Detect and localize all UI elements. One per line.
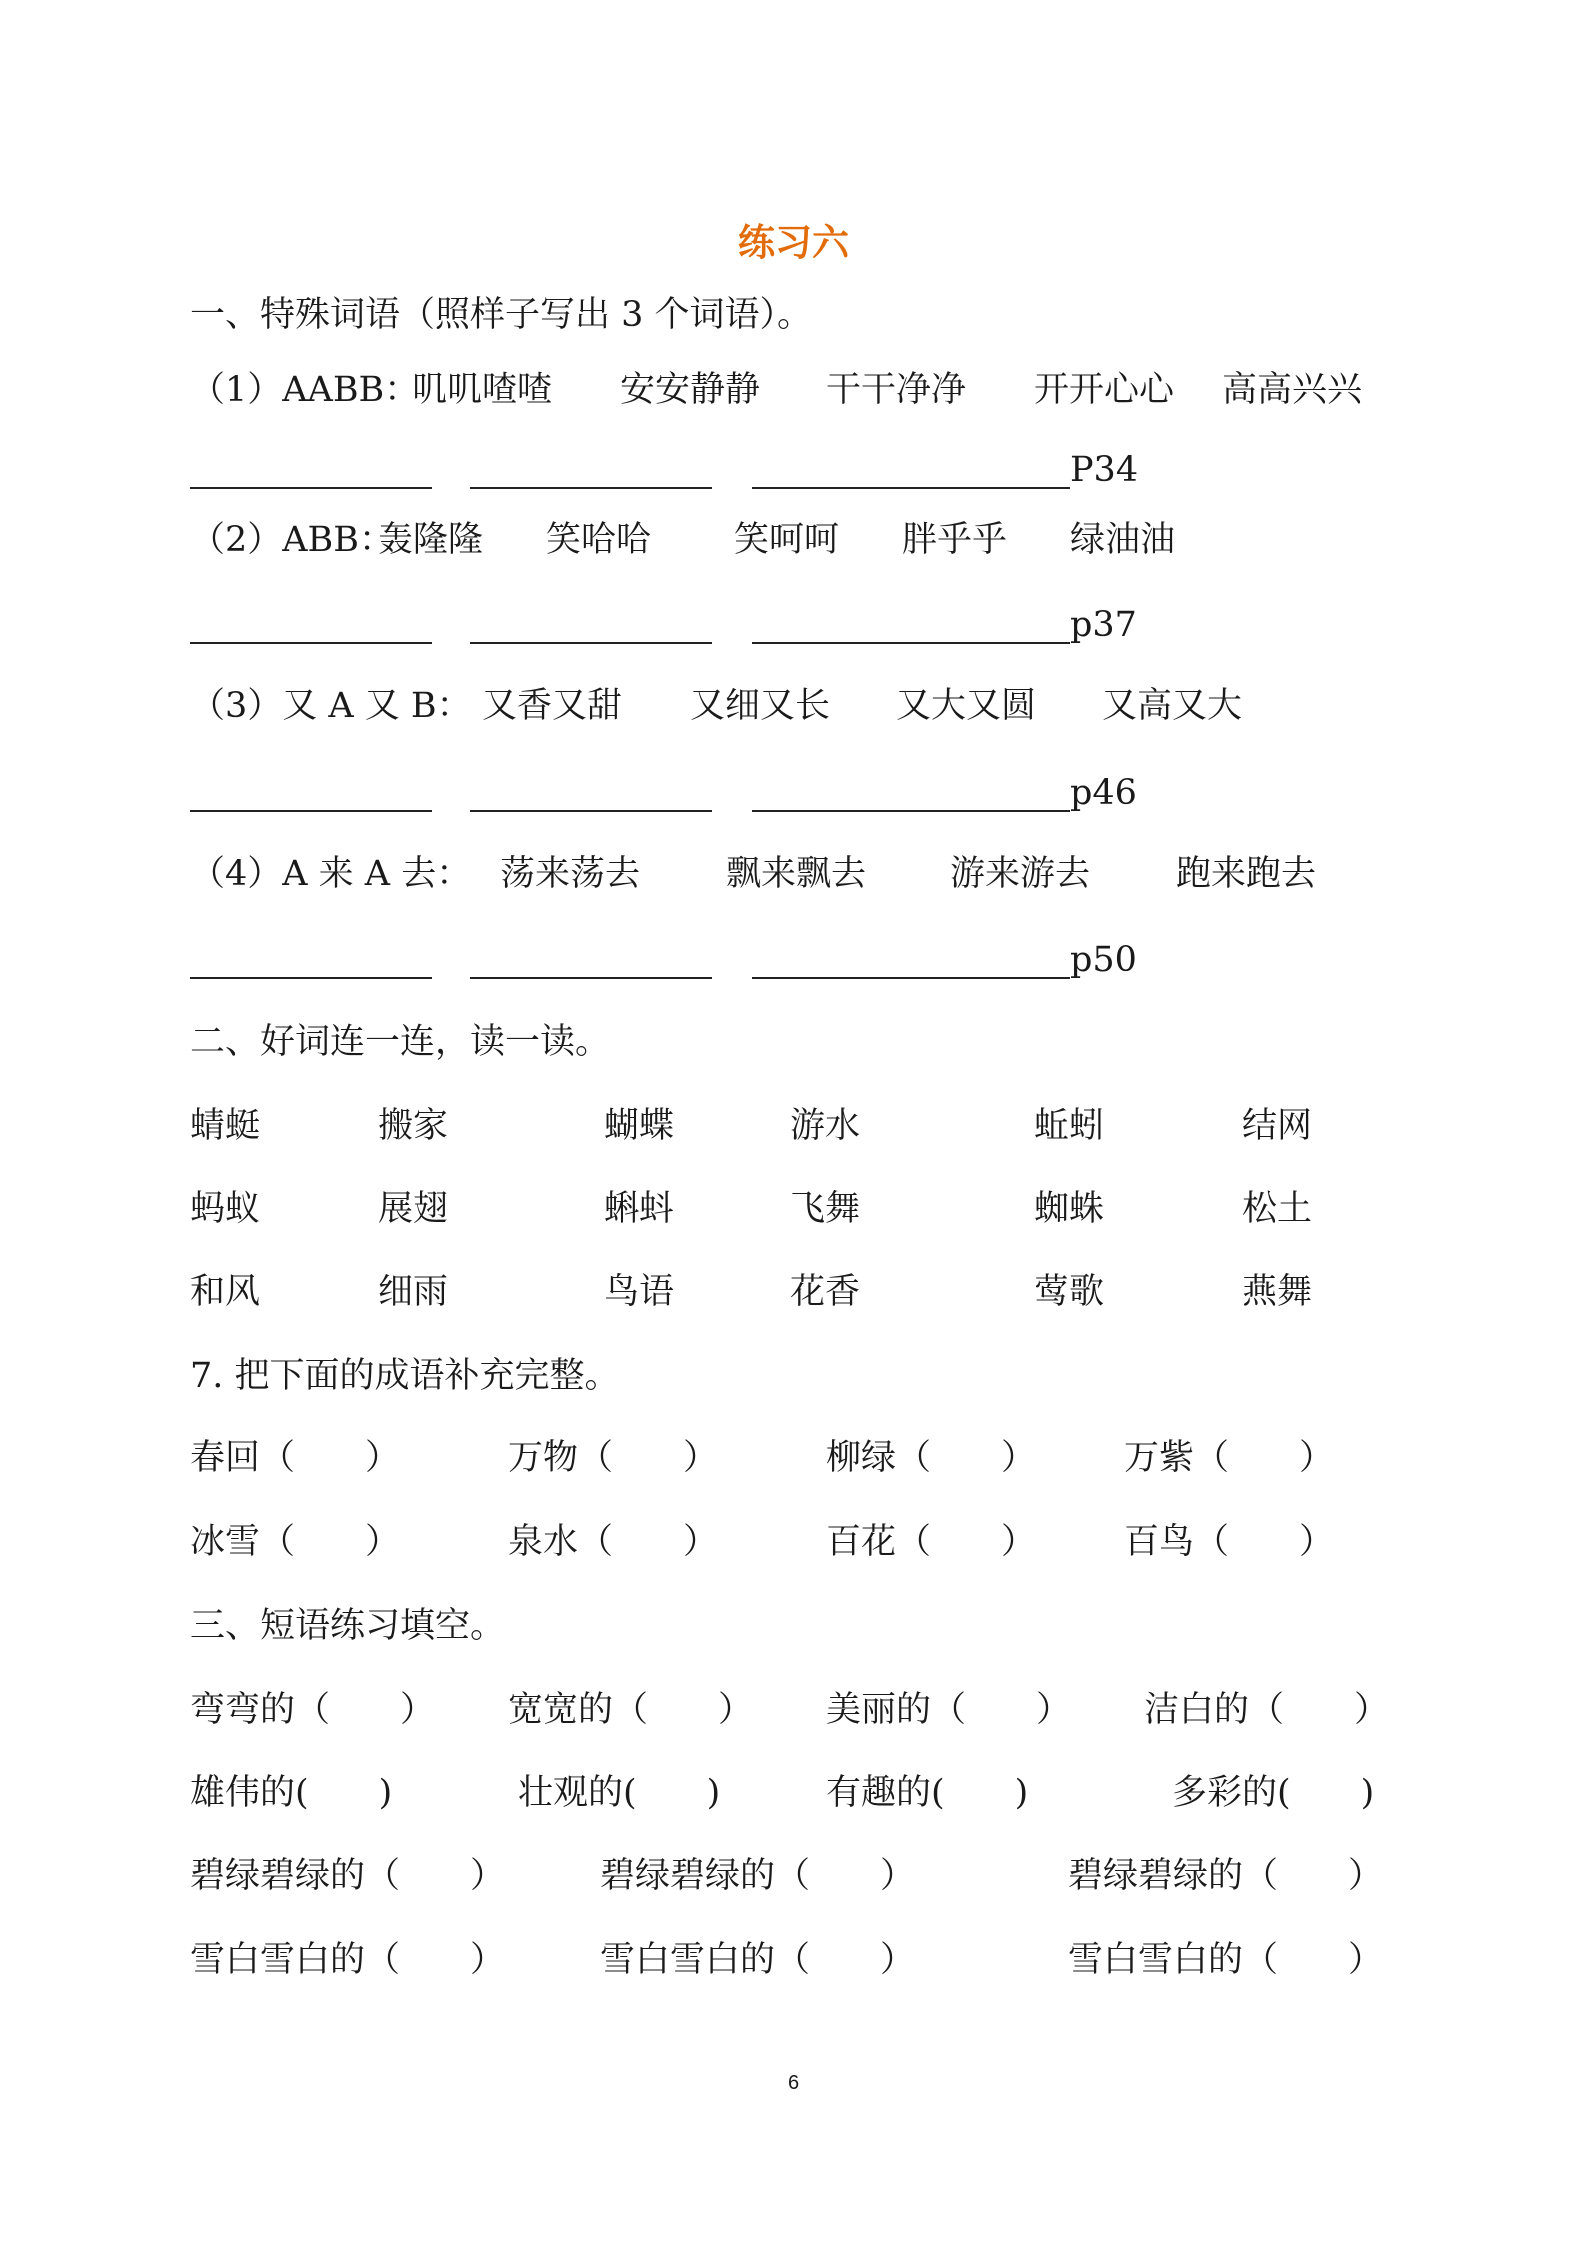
group1-example: 干干净净 xyxy=(826,370,967,410)
answer-blank[interactable] xyxy=(190,642,432,644)
group1-label: （1）AABB： xyxy=(190,370,420,410)
match-word[interactable]: 蜘蛛 xyxy=(1034,1189,1105,1229)
phrase-fill[interactable]: 碧绿碧绿的（ ） xyxy=(1068,1856,1384,1896)
phrase-fill[interactable]: 雄伟的( ) xyxy=(190,1773,393,1813)
match-word[interactable]: 搬家 xyxy=(378,1106,449,1146)
group2-example: 笑哈哈 xyxy=(546,520,652,560)
match-word[interactable]: 莺歌 xyxy=(1034,1272,1105,1312)
group4-example: 飘来飘去 xyxy=(726,854,867,894)
group2-example: 轰隆隆 xyxy=(378,520,484,560)
phrase-fill[interactable]: 弯弯的（ ） xyxy=(190,1690,436,1730)
idiom-fill[interactable]: 万物（ ） xyxy=(508,1438,719,1478)
group3-label: （3）又 A 又 B： xyxy=(190,686,472,726)
idiom-fill[interactable]: 百鸟（ ） xyxy=(1124,1522,1335,1562)
group2-example: 胖乎乎 xyxy=(902,520,1008,560)
match-word[interactable]: 蚂蚁 xyxy=(190,1189,261,1229)
match-word[interactable]: 游水 xyxy=(790,1106,861,1146)
answer-blank[interactable] xyxy=(190,487,432,489)
idiom-fill[interactable]: 冰雪（ ） xyxy=(190,1522,401,1562)
phrase-fill[interactable]: 有趣的( ) xyxy=(826,1773,1029,1813)
page-ref: p37 xyxy=(1070,605,1137,645)
answer-blank[interactable] xyxy=(470,487,712,489)
phrase-fill[interactable]: 雪白雪白的（ ） xyxy=(1068,1940,1384,1980)
group4-label: （4）A 来 A 去： xyxy=(190,854,472,894)
answer-blank[interactable] xyxy=(752,487,1070,489)
idiom-fill[interactable]: 泉水（ ） xyxy=(508,1522,719,1562)
match-word[interactable]: 鸟语 xyxy=(604,1272,675,1312)
group2-label: （2）ABB： xyxy=(190,520,394,560)
match-word[interactable]: 蜻蜓 xyxy=(190,1106,261,1146)
section2-heading: 二、好词连一连，读一读。 xyxy=(190,1022,611,1062)
match-word[interactable]: 燕舞 xyxy=(1242,1272,1313,1312)
group3-example: 又高又大 xyxy=(1102,686,1243,726)
section1-heading: 一、特殊词语（照样子写出 3 个词语）。 xyxy=(190,295,813,335)
group1-example: 开开心心 xyxy=(1034,370,1175,410)
phrase-fill[interactable]: 美丽的（ ） xyxy=(826,1690,1072,1730)
idiom-fill[interactable]: 万紫（ ） xyxy=(1124,1438,1335,1478)
group1-example: 安安静静 xyxy=(620,370,761,410)
group3-example: 又大又圆 xyxy=(896,686,1037,726)
answer-blank[interactable] xyxy=(190,810,432,812)
match-word[interactable]: 花香 xyxy=(790,1272,861,1312)
page-ref: p50 xyxy=(1070,940,1137,980)
phrase-fill[interactable]: 碧绿碧绿的（ ） xyxy=(190,1856,506,1896)
match-word[interactable]: 松土 xyxy=(1242,1189,1313,1229)
match-word[interactable]: 和风 xyxy=(190,1272,261,1312)
match-word[interactable]: 展翅 xyxy=(378,1189,449,1229)
match-word[interactable]: 结网 xyxy=(1242,1106,1313,1146)
answer-blank[interactable] xyxy=(470,977,712,979)
group3-example: 又细又长 xyxy=(690,686,831,726)
match-word[interactable]: 飞舞 xyxy=(790,1189,861,1229)
phrase-fill[interactable]: 雪白雪白的（ ） xyxy=(600,1940,916,1980)
group2-example: 笑呵呵 xyxy=(734,520,840,560)
group4-example: 跑来跑去 xyxy=(1176,854,1317,894)
page-ref: P34 xyxy=(1070,450,1139,490)
match-word[interactable]: 蚯蚓 xyxy=(1034,1106,1105,1146)
phrase-fill[interactable]: 雪白雪白的（ ） xyxy=(190,1940,506,1980)
phrase-fill[interactable]: 宽宽的（ ） xyxy=(508,1690,754,1730)
answer-blank[interactable] xyxy=(752,810,1070,812)
answer-blank[interactable] xyxy=(752,977,1070,979)
idiom-fill[interactable]: 春回（ ） xyxy=(190,1438,401,1478)
group2-example: 绿油油 xyxy=(1070,520,1176,560)
page-title: 练习六 xyxy=(738,221,849,264)
group3-example: 又香又甜 xyxy=(482,686,623,726)
phrase-fill[interactable]: 壮观的( ) xyxy=(518,1773,721,1813)
group4-example: 游来游去 xyxy=(950,854,1091,894)
answer-blank[interactable] xyxy=(470,810,712,812)
group4-example: 荡来荡去 xyxy=(500,854,641,894)
page-ref: p46 xyxy=(1070,773,1137,813)
idiom-fill[interactable]: 百花（ ） xyxy=(826,1522,1037,1562)
match-word[interactable]: 蝌蚪 xyxy=(604,1189,675,1229)
section7-heading: 7. 把下面的成语补充完整。 xyxy=(190,1356,620,1396)
answer-blank[interactable] xyxy=(470,642,712,644)
phrase-fill[interactable]: 多彩的( ) xyxy=(1172,1773,1375,1813)
group1-example: 高高兴兴 xyxy=(1222,370,1363,410)
phrase-fill[interactable]: 碧绿碧绿的（ ） xyxy=(600,1856,916,1896)
match-word[interactable]: 蝴蝶 xyxy=(604,1106,675,1146)
match-word[interactable]: 细雨 xyxy=(378,1272,449,1312)
group1-example: 叽叽喳喳 xyxy=(412,370,553,410)
idiom-fill[interactable]: 柳绿（ ） xyxy=(826,1438,1037,1478)
phrase-fill[interactable]: 洁白的（ ） xyxy=(1144,1690,1390,1730)
section3-heading: 三、短语练习填空。 xyxy=(190,1606,506,1646)
answer-blank[interactable] xyxy=(752,642,1070,644)
answer-blank[interactable] xyxy=(190,977,432,979)
page-number: 6 xyxy=(787,2072,800,2094)
